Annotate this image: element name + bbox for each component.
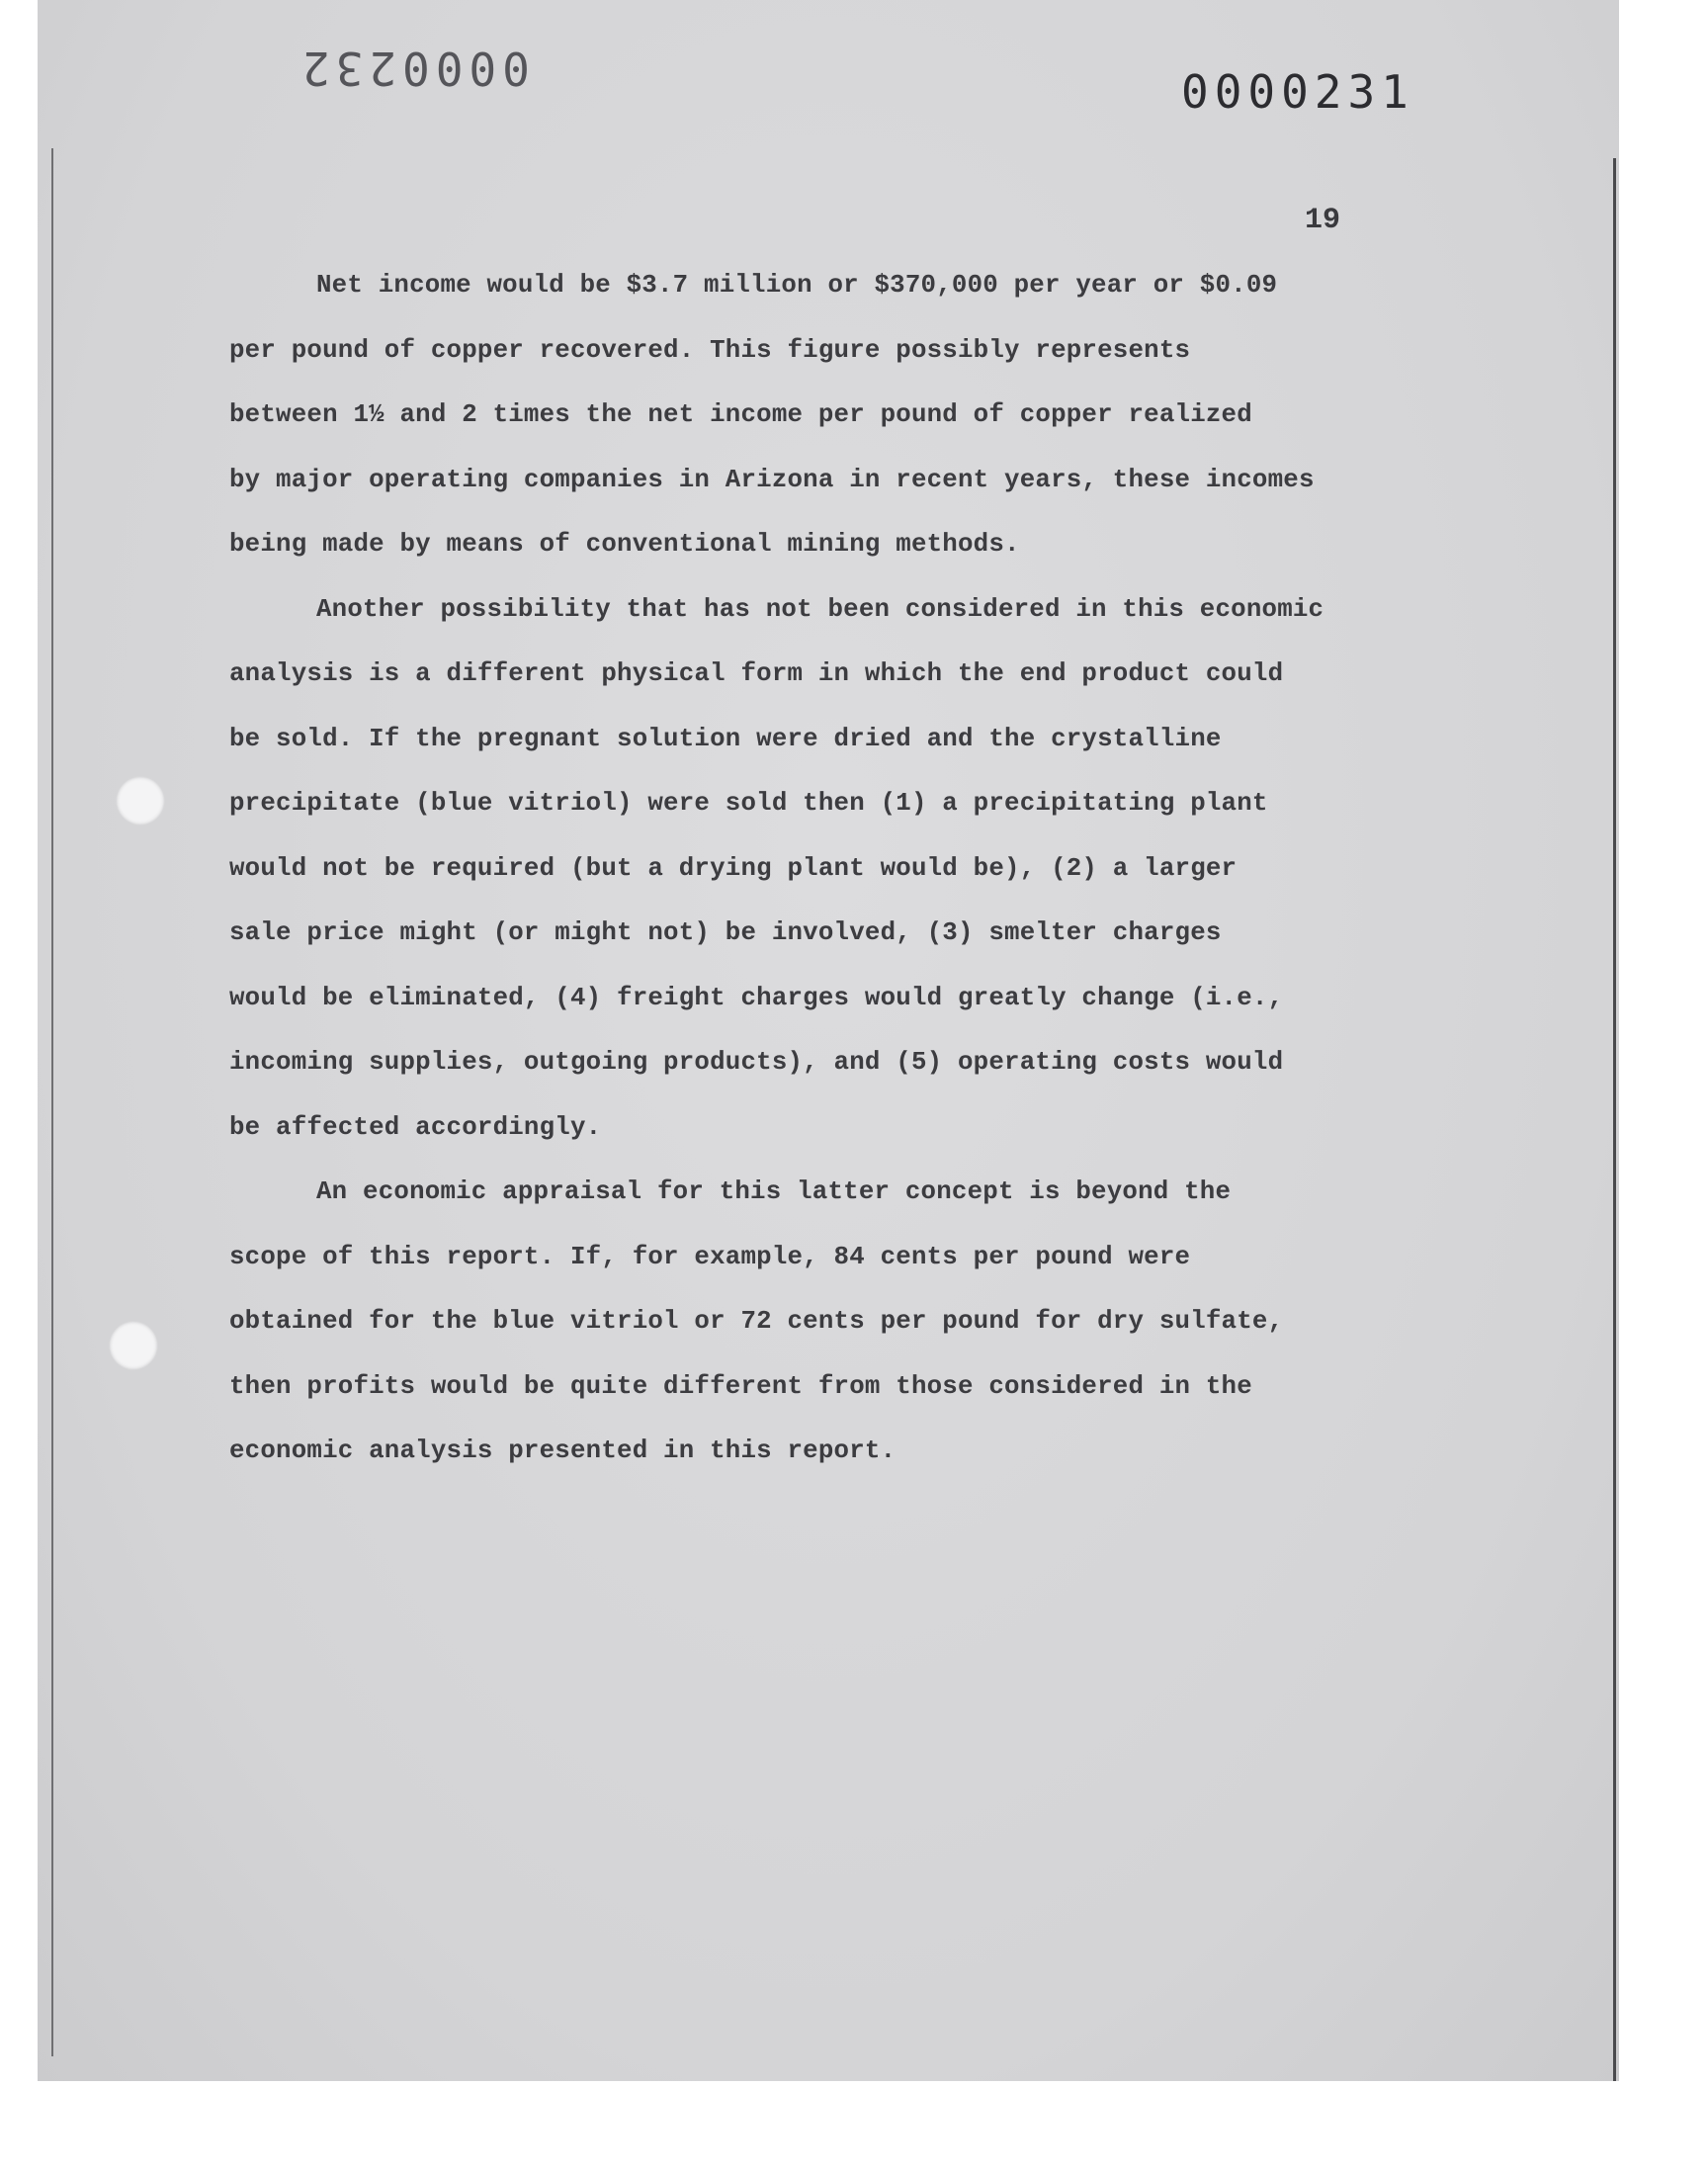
page-number: 19 [1305, 204, 1341, 237]
paragraph-1: Net income would be $3.7 million or $370,000 per year or $0.09 per pound of copper recovered. This figure possibly represents between 1½ and 2 times the net income per pound of copper realized by major operating companies in Arizona in recent years, these incomes being made by means of conventional mining methods. [229, 271, 1315, 559]
page-right-edge [1613, 158, 1616, 2081]
stamp-top-right: 0000231 [1181, 65, 1414, 119]
stamp-top-left: 0000232 [297, 42, 530, 95]
paragraph-3: An economic appraisal for this latter concept is beyond the scope of this report. If, for example, 84 cents per pound were obtained for the blue vitriol or 72 cents per pound for dry sulfate, then profits would be quite different from those considered in the economic analysis presented in this report. [229, 1177, 1284, 1465]
punch-hole-icon [109, 1321, 158, 1370]
document-body [229, 253, 1455, 1484]
punch-hole-icon [116, 776, 165, 826]
page-left-edge [51, 148, 53, 2056]
paragraph-2: Another possibility that has not been considered in this economic analysis is a different physical form in which the end product could be sold. If the pregnant solution were dried and the crystalline precipitate (blue vitriol) were sold then (1) a precipitating plant would not be required (but a drying plant would be), (2) a larger sale price might (or might not) be involved, (3) smelter charges would be eliminated, (4) freight charges would greatly change (i.e., incoming supplies, outgoing products), and (5) operating costs would be affected accordingly. [229, 594, 1324, 1142]
